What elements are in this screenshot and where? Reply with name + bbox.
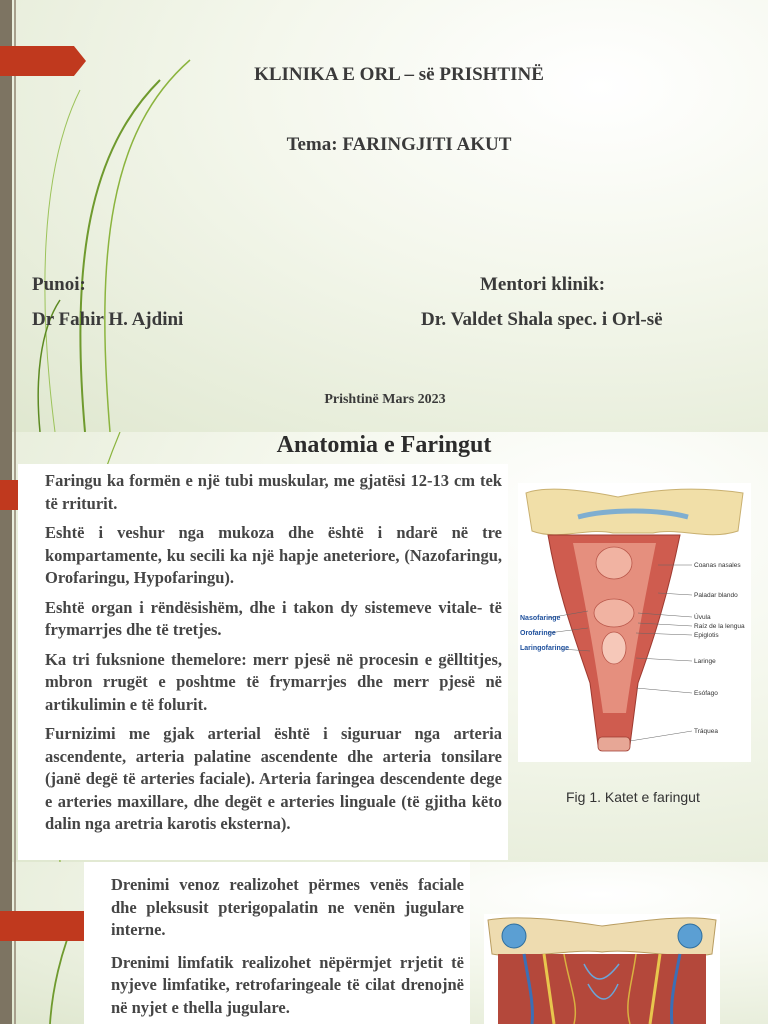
list-item: Drenimi limfatik realizohet nëpërmjet rrjetit të nyjeve limfatike, retrofaringeale të cilat drenojnë në nyjet e thella jugulare.	[111, 952, 464, 1017]
list-item: Faringu ka formën e një tubi muskular, me gjatësi 12-13 cm tek të rriturit.	[45, 471, 502, 513]
mentor-name: Dr. Valdet Shala spec. i Orl-së	[421, 309, 663, 330]
list-item: Ka tri fuksnione themelore: merr pjesë në procesin e gëlltitjes, mbron rrugët e poshtme të frymarrjes dhe merr pjesë në artikulimin e të folurit.	[45, 649, 502, 714]
drainage-text-box	[84, 862, 470, 1024]
clinic-title: KLINIKA E ORL – së PRISHTINË	[254, 64, 544, 85]
anatomy-slide	[0, 432, 768, 862]
list-item: Furnizimi me gjak arterial është i siguruar nga arteria ascendente, arteria palatine ascendente dhe arteria tonsilare (janë degë të arteries faciale). Arteria faringea descendente dege e arteries maxillare, dhe degët e arteries linguale (të gjitha këto dalin nga aretria karotis eksterna).	[45, 724, 502, 833]
figure-label: Laringe	[694, 658, 716, 665]
slide-left-bar	[0, 862, 12, 1024]
list-item: Eshtë organ i rëndësishëm, dhe i takon dy sistemeve vitale- të frymarrjes dhe të tretjes.	[45, 597, 502, 639]
anatomy-text-box	[18, 464, 508, 860]
drainage-anatomy-figure	[484, 914, 720, 1024]
figure-label: Tráquea	[694, 728, 718, 735]
drainage-illustration	[484, 914, 720, 1024]
accent-tab	[0, 911, 86, 941]
drainage-slide	[0, 862, 768, 1024]
figure-label: Orofaringe	[520, 630, 556, 637]
figure-label: Coanas nasales	[694, 562, 741, 569]
figure-label: Paladar blando	[694, 592, 738, 599]
pharynx-illustration	[518, 483, 751, 762]
author-name: Dr Fahir H. Ajdini	[32, 309, 184, 330]
figure-label: Laringofaringe	[520, 645, 570, 652]
topic-title: Tema: FARINGJITI AKUT	[286, 134, 512, 155]
slide-heading: Anatomia e Faringut	[276, 432, 492, 458]
mentor-label: Mentori klinik:	[480, 274, 606, 295]
figure-label: Nasofaringe	[520, 615, 561, 622]
accent-tab	[0, 480, 18, 510]
author-label: Punoi:	[32, 274, 86, 295]
place-date: Prishtinë Mars 2023	[324, 392, 446, 407]
figure-label: Úvula	[694, 614, 711, 621]
figure-label: Raíz de la lengua	[694, 623, 745, 630]
list-item: Drenimi venoz realizohet përmes venës faciale dhe pleksusit pterigopalatin ne venën jugulare interne.	[111, 875, 464, 939]
title-slide	[0, 0, 768, 432]
figure-caption: Fig 1. Katet e faringut	[566, 789, 700, 805]
list-item: Eshtë i veshur nga mukoza dhe është i ndarë në tre kompartamente, ku secili ka një hapje aneteriore, (Nazofaringu, Orofaringu, Hypofaringu).	[45, 523, 502, 587]
figure-label: Epiglotis	[694, 632, 719, 639]
figure-label: Esófago	[694, 690, 718, 697]
pharynx-anatomy-figure	[518, 483, 751, 762]
